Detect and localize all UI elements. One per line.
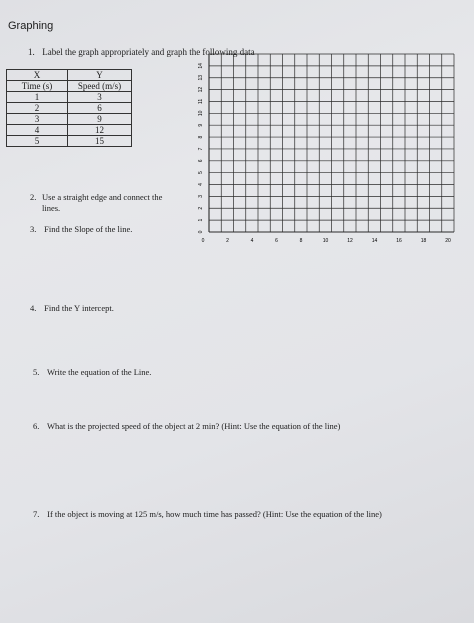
table-row <box>7 103 132 114</box>
table-row <box>7 92 132 103</box>
table-cell: 2 <box>7 103 68 114</box>
table-cell: 1 <box>7 92 68 103</box>
question-text: Find the Slope of the line. <box>44 224 133 234</box>
x-tick-label: 4 <box>250 238 254 244</box>
table-cell: 6 <box>68 103 132 114</box>
question-text: Find the Y intercept. <box>44 303 114 313</box>
table-unit-x: Time (s) <box>7 81 68 92</box>
x-tick-label: 18 <box>420 238 427 244</box>
y-tick-label: 14 <box>198 63 204 69</box>
question-number: 4. <box>30 303 37 313</box>
y-tick-label: 1 <box>198 218 204 222</box>
table-cell: 15 <box>68 136 132 147</box>
x-tick-label: 14 <box>371 238 378 244</box>
table-row <box>7 136 132 147</box>
x-tick-label: 2 <box>226 238 229 244</box>
x-tick-label: 10 <box>322 238 329 244</box>
table-row <box>7 114 132 125</box>
table-cell: 3 <box>7 114 68 125</box>
table-unit-y: Speed (m/s) <box>68 81 132 92</box>
table-row <box>7 125 132 136</box>
question-3 <box>30 224 132 235</box>
table-header-x: X <box>7 70 68 81</box>
table-cell: 9 <box>68 114 132 125</box>
question-number: 3. <box>30 224 37 234</box>
y-tick-label: 2 <box>198 206 204 210</box>
y-tick-label: 4 <box>198 183 204 186</box>
x-tick-label: 16 <box>396 238 402 244</box>
question-number: 5. <box>33 367 40 377</box>
question-6 <box>33 421 340 432</box>
blank-graph-grid <box>192 52 462 252</box>
y-tick-label: 12 <box>198 86 204 93</box>
table-cell: 12 <box>68 125 132 136</box>
y-tick-label: 6 <box>198 159 204 163</box>
question-number: 1. <box>28 47 35 57</box>
x-tick-label: 20 <box>445 238 451 244</box>
question-5 <box>33 367 151 378</box>
question-7 <box>33 509 382 520</box>
page-title: Graphing <box>8 20 54 32</box>
y-tick-label: 7 <box>198 147 204 151</box>
y-tick-label: 11 <box>198 98 204 105</box>
table-cell: 5 <box>7 136 68 147</box>
y-tick-label: 5 <box>198 171 204 175</box>
table-header-y: Y <box>68 70 132 81</box>
question-number: 2. <box>30 192 37 202</box>
x-tick-label: 12 <box>347 238 353 244</box>
y-tick-label: 0 <box>198 230 204 234</box>
question-text: Label the graph appropriately and graph the following data <box>42 47 255 57</box>
question-text: Write the equation of the Line. <box>46 367 152 377</box>
question-text: If the object is moving at 125 m/s, how much time has passed? (Hint: Use the equation of the line) <box>47 509 382 519</box>
question-2 <box>30 192 190 214</box>
y-tick-label: 10 <box>198 110 204 117</box>
question-text: Use a straight edge and connect the lines. <box>42 192 163 213</box>
x-tick-label: 6 <box>275 238 278 244</box>
question-number: 7. <box>33 509 40 519</box>
y-tick-label: 3 <box>198 195 204 198</box>
y-tick-label: 13 <box>198 74 204 81</box>
question-4 <box>30 303 114 314</box>
question-text: What is the projected speed of the object at 2 min? (Hint: Use the equation of the line) <box>46 421 341 431</box>
question-number: 6. <box>33 421 40 431</box>
x-tick-label: 8 <box>299 238 303 244</box>
table-cell: 4 <box>7 125 68 136</box>
data-table <box>6 69 132 147</box>
table-cell: 3 <box>68 92 132 103</box>
y-tick-label: 9 <box>198 123 204 127</box>
x-tick-label: 0 <box>201 238 205 244</box>
y-tick-label: 8 <box>198 135 204 139</box>
